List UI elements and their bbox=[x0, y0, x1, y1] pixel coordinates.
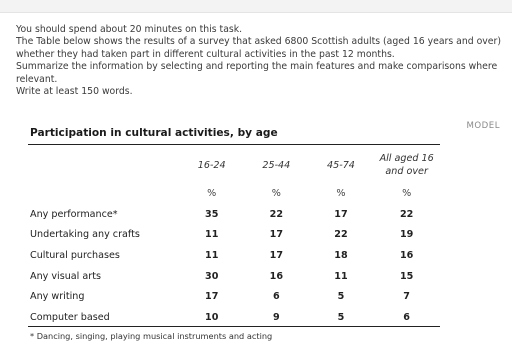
value-cell: 6 bbox=[403, 311, 410, 323]
title-divider bbox=[28, 144, 440, 145]
value-cell: 9 bbox=[272, 311, 280, 323]
value-cell: 11 bbox=[334, 270, 348, 282]
value-cell: 10 bbox=[205, 311, 219, 323]
value-cell: 6 bbox=[272, 291, 280, 303]
value-cell: 22 bbox=[269, 208, 284, 220]
value-cell: 19 bbox=[399, 229, 414, 241]
table-title: Participation in cultural activities, by age bbox=[30, 127, 278, 139]
row-label: Any performance* bbox=[30, 208, 118, 220]
value-cell: 22 bbox=[399, 208, 414, 220]
value-cell: 16 bbox=[269, 270, 284, 282]
value-cell: 5 bbox=[337, 311, 345, 323]
table-bottom-divider bbox=[28, 326, 440, 327]
table-row bbox=[28, 266, 440, 287]
table-footnote: * Dancing, singing, playing musical instruments and acting bbox=[30, 331, 273, 341]
header-25-44: 25-44 bbox=[262, 159, 291, 171]
instruction-description: The Table below shows the results of a survey that asked 6800 Scottish adults (aged 16 years and over) whether they had taken part in different cultural activities in the past 12 months. bbox=[16, 36, 501, 60]
row-label: Any writing bbox=[30, 291, 85, 303]
table-row bbox=[28, 307, 440, 328]
value-cell: 18 bbox=[334, 249, 348, 261]
value-cell: 35 bbox=[205, 208, 219, 220]
task-instructions bbox=[16, 24, 506, 98]
header-all-ages: All aged 16 and over bbox=[379, 153, 434, 177]
value-cell: 22 bbox=[334, 229, 348, 241]
instruction-summarize: Summarize the information by selecting and reporting the main features and make comparisons where relevant. bbox=[16, 61, 498, 85]
model-tag: MODEL bbox=[466, 121, 500, 131]
row-label: Cultural purchases bbox=[30, 249, 120, 261]
participation-table bbox=[28, 148, 440, 328]
instruction-word-count: Write at least 150 words. bbox=[16, 86, 133, 98]
header-16-24: 16-24 bbox=[197, 159, 226, 171]
row-label: Undertaking any crafts bbox=[30, 229, 140, 241]
table-row bbox=[28, 245, 440, 266]
value-cell: 16 bbox=[399, 249, 414, 261]
value-cell: 7 bbox=[403, 291, 410, 303]
row-label: Computer based bbox=[30, 311, 110, 323]
value-cell: 15 bbox=[399, 270, 414, 282]
unit-row bbox=[28, 182, 440, 204]
value-cell: 11 bbox=[205, 249, 219, 261]
unit-cell: % bbox=[271, 187, 281, 199]
table-row bbox=[28, 286, 440, 307]
header-45-74: 45-74 bbox=[327, 159, 355, 171]
top-divider bbox=[0, 0, 512, 13]
value-cell: 17 bbox=[334, 208, 348, 220]
unit-empty-cell bbox=[28, 182, 179, 204]
header-empty-cell bbox=[28, 148, 179, 182]
table-row bbox=[28, 204, 440, 225]
table-row bbox=[28, 225, 440, 246]
value-cell: 11 bbox=[205, 229, 219, 241]
instruction-time: You should spend about 20 minutes on this task. bbox=[16, 24, 243, 35]
unit-cell: % bbox=[336, 187, 346, 199]
value-cell: 17 bbox=[269, 249, 284, 261]
value-cell: 30 bbox=[205, 270, 219, 282]
unit-cell: % bbox=[207, 187, 217, 199]
row-label: Any visual arts bbox=[30, 270, 101, 282]
header-row bbox=[28, 148, 440, 182]
value-cell: 17 bbox=[269, 229, 284, 241]
unit-cell: % bbox=[402, 187, 412, 199]
value-cell: 5 bbox=[337, 291, 345, 303]
value-cell: 17 bbox=[205, 291, 219, 303]
